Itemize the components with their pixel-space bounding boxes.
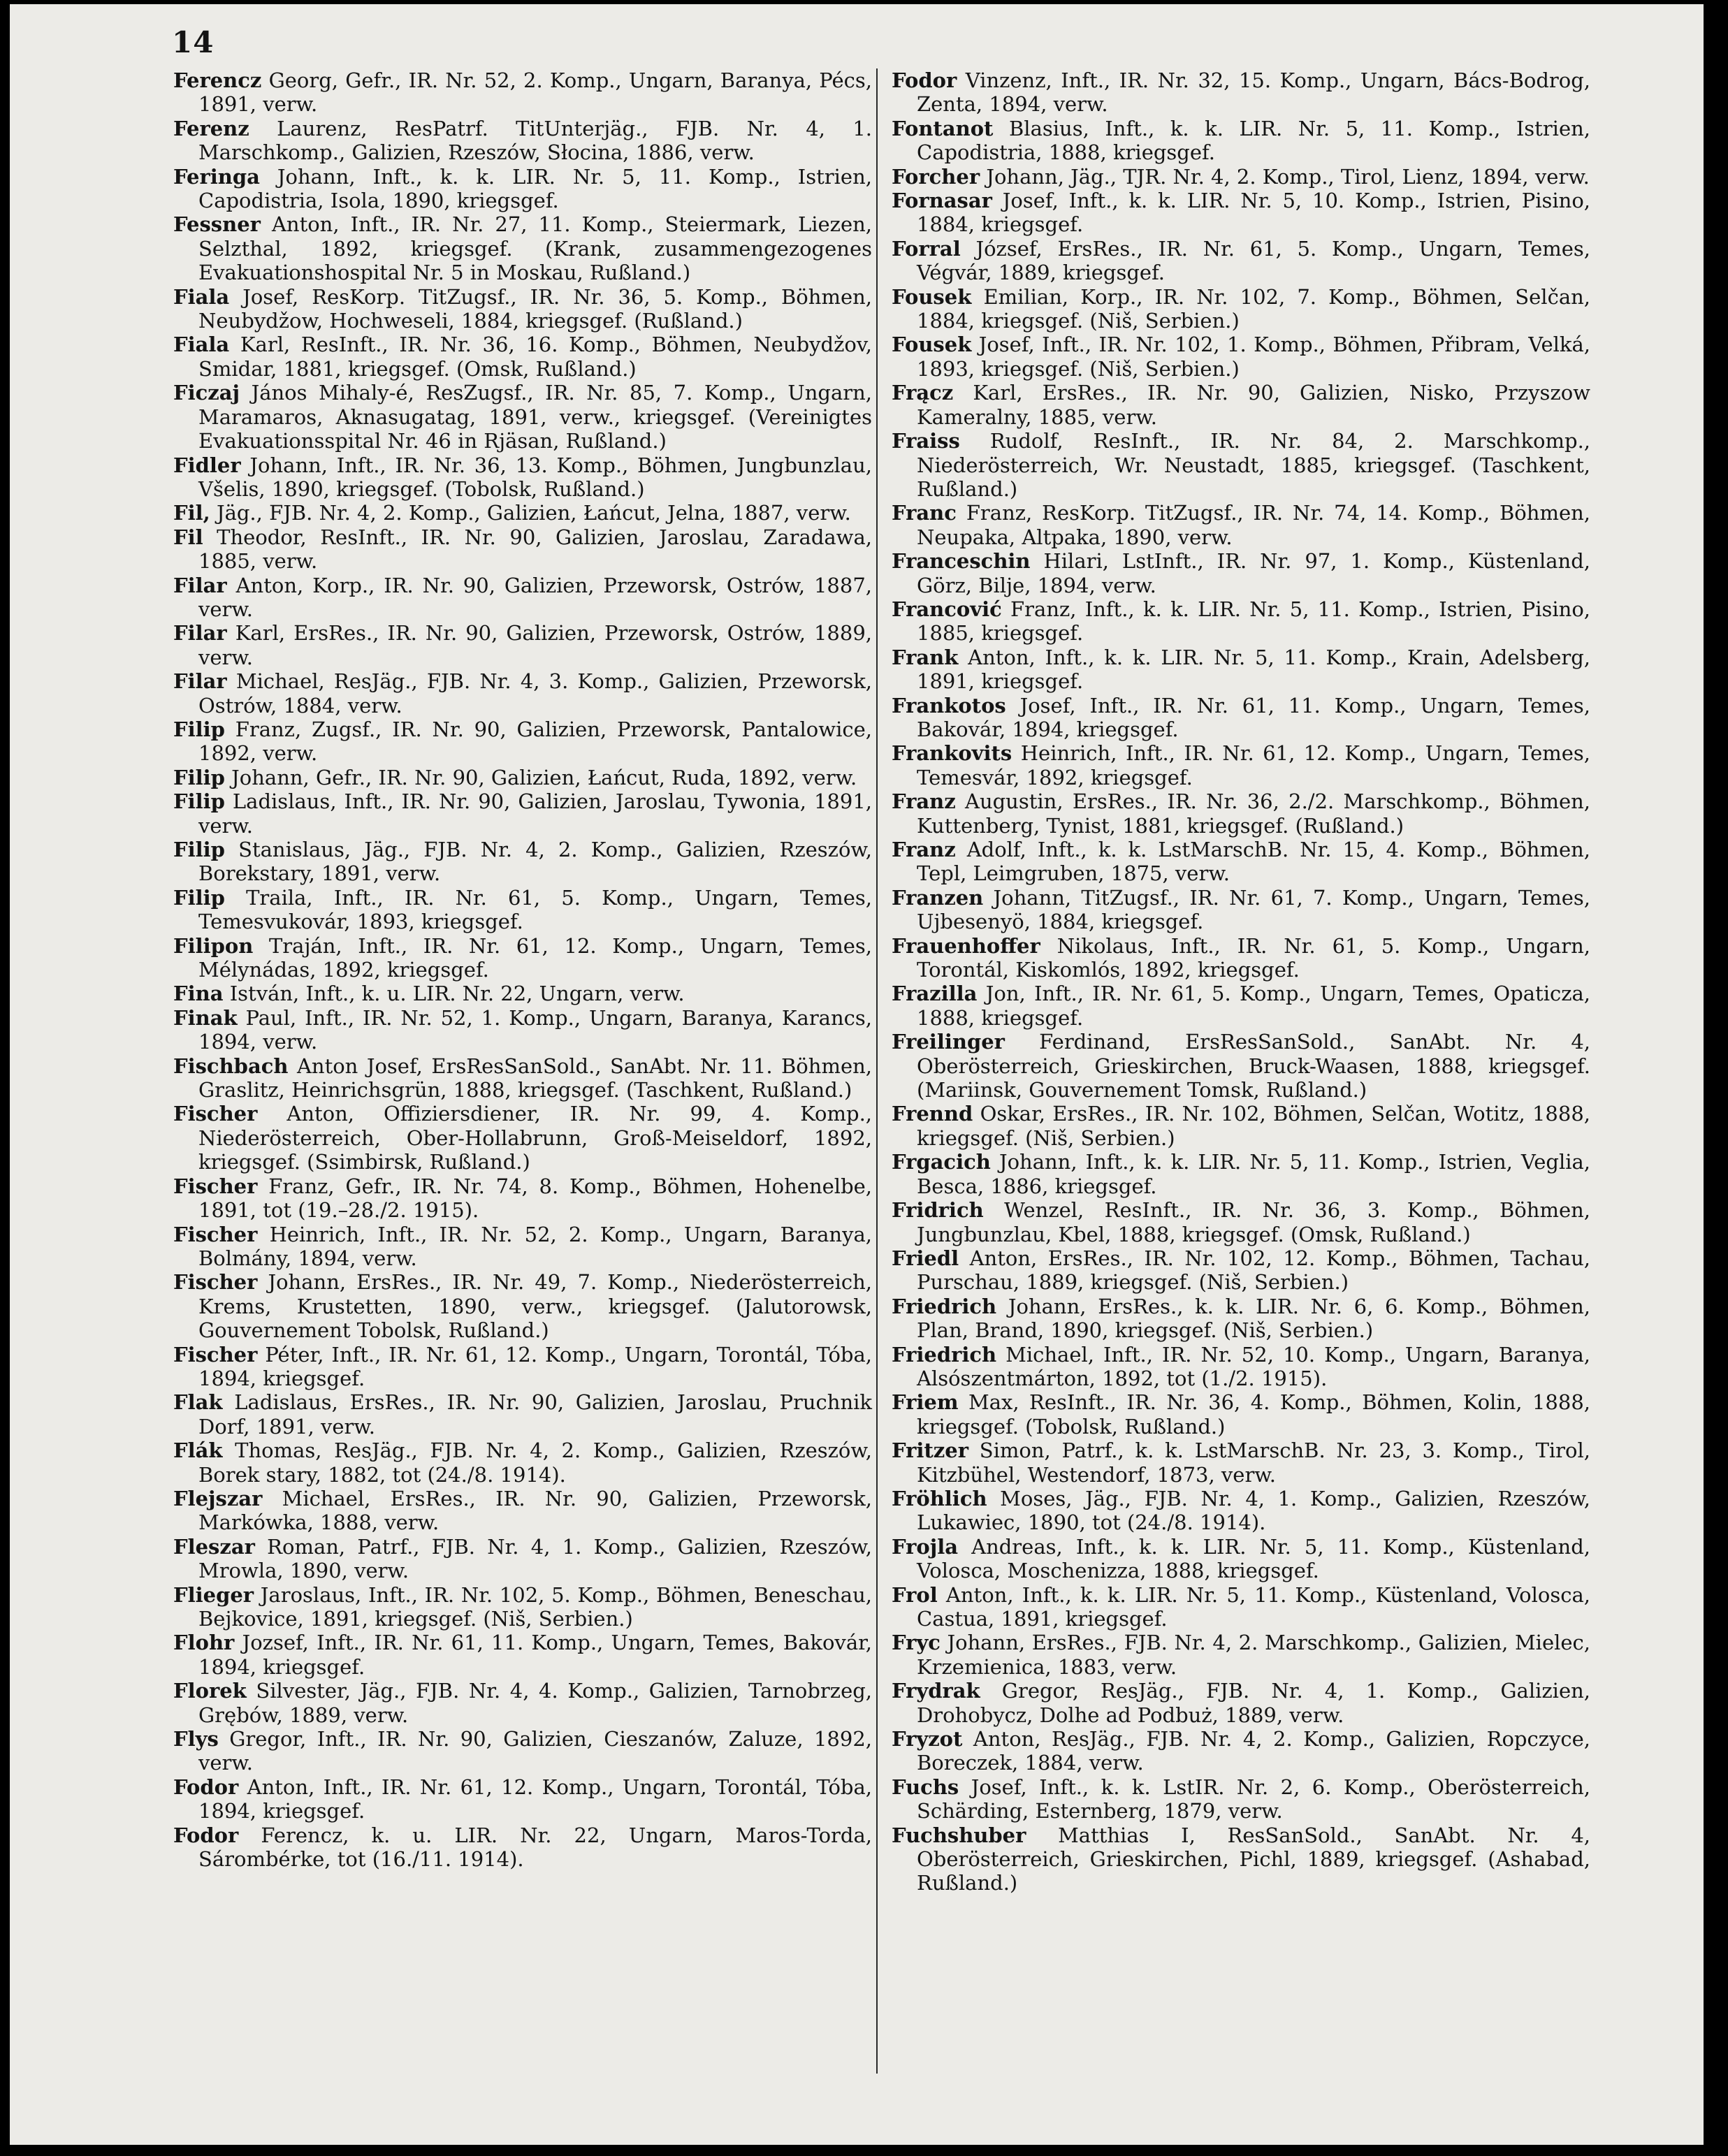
right-column — [892, 68, 1590, 1895]
register-entry — [173, 1679, 872, 1727]
entry-details: Rudolf, ResInft., IR. Nr. 84, 2. Marschkomp., Niederösterreich, Wr. Neustadt, 1885, kriegsgef. (Taschkent, Rußland.) — [917, 429, 1591, 501]
entry-surname: Frydrak — [892, 1679, 980, 1703]
entry-details: Johann, ErsRes., k. k. LIR. Nr. 6, 6. Komp., Böhmen, Plan, Brand, 1890, kriegsgef. (Niš, Serbien.) — [917, 1294, 1590, 1343]
entry-details: István, Inft., k. u. LIR. Nr. 22, Ungarn, verw. — [229, 982, 685, 1006]
entry-surname: Freilinger — [892, 1030, 1005, 1054]
entry-surname: Fiala — [173, 284, 230, 309]
entry-details: Jaroslaus, Inft., IR. Nr. 102, 5. Komp., Böhmen, Beneschau, Bejkovice, 1891, kriegsgef. (Niš, Serbien.) — [198, 1582, 872, 1631]
entry-surname: Fryc — [892, 1631, 941, 1655]
entry-surname: Flys — [173, 1727, 219, 1751]
entry-details: Johann, Jäg., TJR. Nr. 4, 2. Komp., Tirol, Lienz, 1894, verw. — [986, 164, 1590, 189]
entry-surname: Forral — [892, 236, 961, 261]
entry-surname: Fornasar — [892, 189, 992, 213]
register-entry — [892, 646, 1590, 694]
register-entry — [892, 237, 1590, 285]
entry-details: József, ErsRes., IR. Nr. 61, 5. Komp., Ungarn, Temes, Végvár, 1889, kriegsgef. — [917, 236, 1590, 285]
entry-surname: Fischer — [173, 1270, 258, 1295]
entry-surname: Fischbach — [173, 1054, 289, 1078]
register-entry — [173, 1487, 872, 1535]
register-entry — [173, 1006, 872, 1054]
entry-details: Traila, Inft., IR. Nr. 61, 5. Komp., Ungarn, Temes, Temesvukovár, 1893, kriegsgef. — [198, 885, 872, 934]
entry-surname: Fodor — [173, 1775, 239, 1799]
entry-details: Anton, ErsRes., IR. Nr. 102, 12. Komp., Böhmen, Tachau, Purschau, 1889, kriegsgef. (Niš, Serbien.) — [917, 1246, 1590, 1295]
entry-surname: Fraiss — [892, 429, 960, 453]
register-entry — [173, 669, 872, 718]
register-entry — [173, 838, 872, 886]
entry-details: Ferencz, k. u. LIR. Nr. 22, Ungarn, Maros-Torda, Sárombérke, tot (16./11. 1914). — [198, 1823, 872, 1872]
entry-details: Nikolaus, Inft., IR. Nr. 61, 5. Komp., Ungarn, Torontál, Kiskomlós, 1892, kriegsgef. — [917, 933, 1591, 982]
entry-surname: Franz — [892, 838, 956, 861]
entry-details: Josef, Inft., k. k. LstIR. Nr. 2, 6. Komp., Oberösterreich, Schärding, Esternberg, 1879, verw. — [917, 1775, 1590, 1823]
entry-surname: Frankotos — [892, 693, 1006, 718]
entry-details: Anton, Inft., k. k. LIR. Nr. 5, 11. Komp., Küstenland, Volosca, Castua, 1891, kriegsgef. — [917, 1582, 1590, 1631]
entry-surname: Frącz — [892, 381, 954, 405]
register-entry — [892, 1198, 1590, 1246]
register-entry — [173, 574, 872, 622]
entry-details: Josef, ResKorp. TitZugsf., IR. Nr. 36, 5. Komp., Böhmen, Neubydžow, Hochweseli, 1884, kriegsgef. (Rußland.) — [198, 284, 873, 333]
entry-details: Wenzel, ResInft., IR. Nr. 36, 3. Komp., Böhmen, Jungbunzlau, Kbel, 1888, kriegsgef. (Omsk, Rußland.) — [917, 1198, 1591, 1246]
entry-details: Michael, ResJäg., FJB. Nr. 4, 3. Komp., Galizien, Przeworsk, Ostrów, 1884, verw. — [198, 669, 872, 718]
entry-surname: Franc — [892, 501, 957, 525]
entry-details: Theodor, ResInft., IR. Nr. 90, Galizien, Jaroslau, Zaradawa, 1885, verw. — [198, 525, 872, 574]
entry-surname: Forcher — [892, 164, 980, 189]
entry-surname: Fleszar — [173, 1534, 255, 1559]
entry-details: Franz, Zugsf., IR. Nr. 90, Galizien, Przeworsk, Pantalowice, 1892, verw. — [198, 717, 872, 766]
entry-details: Hilari, LstInft., IR. Nr. 97, 1. Komp., Küstenland, Görz, Bilje, 1894, verw. — [917, 549, 1591, 597]
entry-surname: Fritzer — [892, 1438, 968, 1463]
entry-surname: Frank — [892, 645, 959, 669]
register-entry — [892, 1487, 1590, 1535]
entry-details: Heinrich, Inft., IR. Nr. 61, 12. Komp., Ungarn, Temes, Temesvár, 1892, kriegsgef. — [917, 741, 1590, 789]
entry-surname: Franz — [892, 789, 956, 814]
entry-surname: Fil — [173, 525, 203, 549]
entry-surname: Fuchshuber — [892, 1823, 1026, 1847]
register-entry — [892, 1246, 1590, 1295]
register-entry — [892, 1727, 1590, 1775]
register-entry — [173, 333, 872, 381]
register-entry — [173, 212, 872, 284]
entry-surname: Fousek — [892, 284, 972, 309]
entry-details: Franz, Inft., k. k. LIR. Nr. 5, 11. Komp., Istrien, Pisino, 1885, kriegsgef. — [917, 597, 1590, 646]
entry-details: Franz, ResKorp. TitZugsf., IR. Nr. 74, 14. Komp., Böhmen, Neupaka, Altpaka, 1890, verw. — [917, 501, 1590, 549]
entry-details: Gregor, ResJäg., FJB. Nr. 4, 1. Komp., Galizien, Drohobycz, Dolhe ad Podbuż, 1889, verw. — [917, 1679, 1591, 1727]
entry-details: Johann, Inft., k. k. LIR. Nr. 5, 11. Komp., Istrien, Capodistria, Isola, 1890, kriegsgef. — [198, 164, 872, 213]
entry-details: Augustin, ErsRes., IR. Nr. 36, 2./2. Marschkomp., Böhmen, Kuttenberg, Tynist, 1881, kriegsgef. (Rußland.) — [917, 789, 1590, 838]
page-number: 14 — [172, 25, 215, 59]
register-entry — [173, 1174, 872, 1223]
entry-surname: Frol — [892, 1582, 938, 1607]
entry-details: János Mihaly-é, ResZugsf., IR. Nr. 85, 7. Komp., Ungarn, Maramaros, Aknasugatag, 1891, verw., kriegsgef. (Vereinigtes Evakuationsspital Nr. 46 in Rjäsan, Rußland.) — [198, 381, 873, 453]
entry-details: Johann, Gefr., IR. Nr. 90, Galizien, Łańcut, Ruda, 1892, verw. — [231, 765, 857, 789]
entry-details: Johann, TitZugsf., IR. Nr. 61, 7. Komp., Ungarn, Temes, Ujbesenyö, 1884, kriegsgef. — [917, 885, 1591, 934]
entry-details: Péter, Inft., IR. Nr. 61, 12. Komp., Ungarn, Torontál, Tóba, 1894, kriegsgef. — [198, 1342, 872, 1390]
entry-details: Anton, Inft., IR. Nr. 27, 11. Komp., Steiermark, Liezen, Selzthal, 1892, kriegsgef. (Krank, zusammengezogenes Evakuationshospital Nr. 5 in Moskau, Rußland.) — [198, 212, 873, 285]
register-entry — [892, 597, 1590, 646]
register-entry — [173, 453, 872, 502]
register-entry — [892, 694, 1590, 742]
entry-details: Laurenz, ResPatrf. TitUnterjäg., FJB. Nr. 4, 1. Marschkomp., Galizien, Rzeszów, Słocina, 1886, verw. — [198, 116, 873, 165]
entry-surname: Florek — [173, 1679, 247, 1703]
register-entry — [173, 1823, 872, 1872]
register-entry — [892, 1583, 1590, 1631]
register-entry — [892, 1343, 1590, 1391]
register-entry — [892, 1030, 1590, 1102]
entry-surname: Feringa — [173, 164, 260, 189]
register-entry — [173, 1343, 872, 1391]
entry-surname: Filip — [173, 838, 225, 861]
register-entry — [892, 934, 1590, 982]
entry-surname: Flák — [173, 1438, 223, 1463]
register-entry — [892, 1775, 1590, 1823]
entry-surname: Franzen — [892, 885, 984, 910]
register-entry — [173, 934, 872, 982]
entry-surname: Ferencz — [173, 68, 262, 92]
entry-surname: Franceschin — [892, 549, 1031, 574]
register-entry — [892, 1150, 1590, 1198]
register-entry — [892, 381, 1590, 429]
entry-surname: Filar — [173, 573, 227, 597]
entry-details: Anton, Offiziersdiener, IR. Nr. 99, 4. Komp., Niederösterreich, Ober-Hollabrunn, Groß-Meiseldorf, 1892, kriegsgef. (Ssimbirsk, Rußland.) — [198, 1102, 873, 1174]
entry-surname: Flejszar — [173, 1486, 263, 1510]
register-entry — [173, 886, 872, 934]
register-entry — [173, 789, 872, 838]
entry-details: Johann, ErsRes., IR. Nr. 49, 7. Komp., Niederösterreich, Krems, Krustetten, 1890, verw., kriegsgef. (Jalutorowsk, Gouvernement Tobolsk, Rußland.) — [198, 1270, 873, 1343]
entry-surname: Ficzaj — [173, 381, 240, 405]
entry-surname: Friem — [892, 1390, 959, 1415]
entry-details: Adolf, Inft., k. k. LstMarschB. Nr. 15, 4. Komp., Böhmen, Tepl, Leimgruben, 1875, verw. — [917, 838, 1591, 886]
entry-details: Karl, ErsRes., IR. Nr. 90, Galizien, Przeworsk, Ostrów, 1889, verw. — [198, 621, 872, 669]
entry-details: Ferdinand, ErsResSanSold., SanAbt. Nr. 4, Oberösterreich, Grieskirchen, Bruck-Waasen, 1888, kriegsgef. (Mariinsk, Gouvernement Tomsk, Rußland.) — [917, 1030, 1590, 1102]
entry-details: Moses, Jäg., FJB. Nr. 4, 1. Komp., Galizien, Rzeszów, Lukawiec, 1890, tot (24./8. 1914). — [917, 1486, 1591, 1535]
register-entry — [173, 1438, 872, 1487]
register-entry — [173, 1102, 872, 1174]
entry-details: Karl, ResInft., IR. Nr. 36, 16. Komp., Böhmen, Neubydžov, Smidar, 1881, kriegsgef. (Omsk, Rußland.) — [198, 333, 872, 381]
entry-surname: Fryzot — [892, 1727, 963, 1751]
register-entry — [892, 333, 1590, 381]
document-page — [10, 4, 1704, 2145]
register-entry — [892, 741, 1590, 789]
register-entry — [173, 68, 872, 117]
entry-details: Jon, Inft., IR. Nr. 61, 5. Komp., Ungarn, Temes, Opaticza, 1888, kriegsgef. — [917, 982, 1591, 1030]
register-entry — [173, 1727, 872, 1775]
register-entry — [892, 1438, 1590, 1487]
entry-surname: Frgacich — [892, 1150, 991, 1174]
register-entry — [173, 1054, 872, 1102]
register-entry — [173, 501, 872, 525]
entry-details: Roman, Patrf., FJB. Nr. 4, 1. Komp., Galizien, Rzeszów, Mrowla, 1890, verw. — [198, 1534, 872, 1583]
entry-surname: Fischer — [173, 1342, 258, 1367]
entry-surname: Fousek — [892, 333, 972, 357]
register-entry — [892, 789, 1590, 838]
register-entry — [173, 525, 872, 574]
entry-details: Josef, Inft., IR. Nr. 61, 11. Komp., Ungarn, Temes, Bakovár, 1894, kriegsgef. — [917, 693, 1591, 741]
entry-surname: Filar — [173, 621, 227, 646]
entry-surname: Filar — [173, 669, 227, 694]
entry-details: Josef, Inft., k. k. LIR. Nr. 5, 10. Komp., Istrien, Pisino, 1884, kriegsgef. — [917, 189, 1590, 237]
register-entry — [173, 1270, 872, 1342]
entry-surname: Finak — [173, 1005, 238, 1030]
column-divider — [876, 68, 878, 2074]
entry-surname: Fessner — [173, 212, 261, 237]
entry-surname: Fischer — [173, 1222, 258, 1246]
register-entry — [892, 886, 1590, 934]
register-entry — [892, 117, 1590, 165]
entry-details: Paul, Inft., IR. Nr. 52, 1. Komp., Ungarn, Baranya, Karancs, 1894, verw. — [198, 1005, 872, 1054]
register-entry — [892, 68, 1590, 117]
register-entry — [892, 549, 1590, 597]
entry-details: Matthias I, ResSanSold., SanAbt. Nr. 4, Oberösterreich, Grieskirchen, Pichl, 1889, kriegsgef. (Ashabad, Rußland.) — [917, 1823, 1590, 1895]
register-entry — [892, 1390, 1590, 1438]
entry-surname: Frankovits — [892, 741, 1012, 766]
register-entry — [892, 1679, 1590, 1727]
entry-surname: Frazilla — [892, 982, 978, 1006]
entry-details: Ladislaus, ErsRes., IR. Nr. 90, Galizien, Jaroslau, Pruchnik Dorf, 1891, verw. — [198, 1390, 872, 1438]
entry-details: Anton, ResJäg., FJB. Nr. 4, 2. Komp., Galizien, Ropczyce, Boreczek, 1884, verw. — [917, 1727, 1591, 1775]
entry-details: Anton Josef, ErsResSanSold., SanAbt. Nr. 11. Böhmen, Graslitz, Heinrichsgrün, 1888, kriegsgef. (Taschkent, Rußland.) — [198, 1054, 873, 1102]
register-entry — [892, 429, 1590, 501]
entry-details: Thomas, ResJäg., FJB. Nr. 4, 2. Komp., Galizien, Rzeszów, Borek stary, 1882, tot (24./8. 1914). — [198, 1438, 872, 1487]
entry-surname: Frennd — [892, 1102, 973, 1126]
entry-details: Oskar, ErsRes., IR. Nr. 102, Böhmen, Selčan, Wotitz, 1888, kriegsgef. (Niš, Serbien.) — [917, 1102, 1591, 1150]
entry-surname: Friedrich — [892, 1342, 997, 1367]
entry-surname: Flohr — [173, 1631, 235, 1655]
entry-surname: Flieger — [173, 1582, 254, 1607]
entry-details: Andreas, Inft., k. k. LIR. Nr. 5, 11. Komp., Küstenland, Volosca, Moschenizza, 1888, kriegsgef. — [917, 1534, 1590, 1583]
entry-surname: Francović — [892, 597, 1002, 621]
register-entry — [173, 117, 872, 165]
register-entry — [173, 1223, 872, 1271]
entry-surname: Fina — [173, 982, 224, 1006]
entry-details: Franz, Gefr., IR. Nr. 74, 8. Komp., Böhmen, Hohenelbe, 1891, tot (19.–28./2. 1915). — [198, 1174, 873, 1223]
register-entry — [892, 189, 1590, 237]
entry-details: Anton, Inft., IR. Nr. 61, 12. Komp., Ungarn, Torontál, Tóba, 1894, kriegsgef. — [198, 1775, 872, 1823]
entry-surname: Filipon — [173, 933, 254, 958]
entry-details: Johann, ErsRes., FJB. Nr. 4, 2. Marschkomp., Galizien, Mielec, Krzemienica, 1883, verw. — [917, 1631, 1591, 1679]
register-entry — [173, 766, 872, 789]
entry-details: Silvester, Jäg., FJB. Nr. 4, 4. Komp., Galizien, Tarnobrzeg, Grębów, 1889, verw. — [198, 1679, 873, 1727]
entry-surname: Fuchs — [892, 1775, 959, 1799]
entry-details: Johann, Inft., IR. Nr. 36, 13. Komp., Böhmen, Jungbunzlau, Všelis, 1890, kriegsgef. (Tobolsk, Rußland.) — [198, 453, 872, 501]
entry-details: Emilian, Korp., IR. Nr. 102, 7. Komp., Böhmen, Selčan, 1884, kriegsgef. (Niš, Serbien.) — [917, 284, 1591, 333]
entry-surname: Friedl — [892, 1246, 959, 1270]
register-entry — [173, 381, 872, 453]
entry-surname: Fodor — [173, 1823, 239, 1847]
register-entry — [892, 165, 1590, 189]
register-entry — [173, 1535, 872, 1583]
entry-details: Ladislaus, Inft., IR. Nr. 90, Galizien, Jaroslau, Tywonia, 1891, verw. — [198, 789, 872, 838]
register-entry — [173, 1583, 872, 1631]
entry-surname: Fiala — [173, 333, 230, 357]
entry-surname: Frauenhoffer — [892, 933, 1040, 958]
entry-details: Stanislaus, Jäg., FJB. Nr. 4, 2. Komp., Galizien, Rzeszów, Borekstary, 1891, verw. — [198, 838, 872, 886]
register-entry — [892, 1102, 1590, 1150]
register-entry — [173, 982, 872, 1005]
entry-details: Josef, Inft., IR. Nr. 102, 1. Komp., Böhmen, Přibram, Velká, 1893, kriegsgef. (Niš, Serbien.) — [917, 333, 1591, 381]
entry-details: Traján, Inft., IR. Nr. 61, 12. Komp., Ungarn, Temes, Mélynádas, 1892, kriegsgef. — [198, 933, 873, 982]
register-entry — [173, 165, 872, 213]
entry-surname: Fidler — [173, 453, 241, 477]
entry-details: Georg, Gefr., IR. Nr. 52, 2. Komp., Ungarn, Baranya, Pécs, 1891, verw. — [198, 68, 873, 117]
entry-surname: Filip — [173, 789, 225, 814]
register-entry — [892, 982, 1590, 1030]
entry-surname: Fontanot — [892, 116, 994, 140]
register-entry — [173, 621, 872, 669]
register-entry — [173, 1390, 872, 1438]
entry-details: Max, ResInft., IR. Nr. 36, 4. Komp., Böhmen, Kolin, 1888, kriegsgef. (Tobolsk, Rußland.) — [917, 1390, 1591, 1438]
entry-details: Gregor, Inft., IR. Nr. 90, Galizien, Cieszanów, Zaluze, 1892, verw. — [198, 1727, 873, 1775]
entry-surname: Filip — [173, 885, 225, 910]
entry-details: Heinrich, Inft., IR. Nr. 52, 2. Komp., Ungarn, Baranya, Bolmány, 1894, verw. — [198, 1222, 872, 1270]
entry-details: Michael, Inft., IR. Nr. 52, 10. Komp., Ungarn, Baranya, Alsószentmárton, 1892, tot (1./2. 1915). — [917, 1342, 1591, 1390]
entry-surname: Frojla — [892, 1534, 959, 1559]
entry-details: Anton, Korp., IR. Nr. 90, Galizien, Przeworsk, Ostrów, 1887, verw. — [198, 573, 873, 621]
register-entry — [173, 1631, 872, 1679]
entry-surname: Friedrich — [892, 1294, 997, 1318]
entry-details: Johann, Inft., k. k. LIR. Nr. 5, 11. Komp., Istrien, Veglia, Besca, 1886, kriegsgef. — [917, 1150, 1590, 1198]
register-entry — [173, 285, 872, 333]
entry-details: Jäg., FJB. Nr. 4, 2. Komp., Galizien, Łańcut, Jelna, 1887, verw. — [216, 501, 851, 525]
entry-details: Simon, Patrf., k. k. LstMarschB. Nr. 23, 3. Komp., Tirol, Kitzbühel, Westendorf, 1873, verw. — [917, 1438, 1591, 1487]
entry-surname: Fischer — [173, 1102, 258, 1126]
register-entry — [892, 1535, 1590, 1583]
entry-details: Blasius, Inft., k. k. LIR. Nr. 5, 11. Komp., Istrien, Capodistria, 1888, kriegsgef. — [917, 116, 1591, 165]
entry-surname: Fridrich — [892, 1198, 984, 1223]
register-entry — [892, 285, 1590, 333]
entry-surname: Filip — [173, 717, 225, 741]
entry-surname: Fröhlich — [892, 1486, 987, 1510]
entry-surname: Fil, — [173, 501, 210, 525]
entry-surname: Filip — [173, 765, 225, 789]
register-entry — [173, 1775, 872, 1823]
register-entry — [173, 718, 872, 766]
entry-details: Karl, ErsRes., IR. Nr. 90, Galizien, Nisko, Przyszow Kameralny, 1885, verw. — [917, 381, 1591, 429]
register-entry — [892, 501, 1590, 549]
entry-details: Jozsef, Inft., IR. Nr. 61, 11. Komp., Ungarn, Temes, Bakovár, 1894, kriegsgef. — [198, 1631, 872, 1679]
register-entry — [892, 838, 1590, 886]
entry-surname: Flak — [173, 1390, 223, 1415]
entry-details: Michael, ErsRes., IR. Nr. 90, Galizien, Przeworsk, Markówka, 1888, verw. — [198, 1486, 873, 1535]
left-column — [173, 68, 872, 1871]
register-entry — [892, 1295, 1590, 1343]
register-entry — [892, 1631, 1590, 1679]
entry-details: Vinzenz, Inft., IR. Nr. 32, 15. Komp., Ungarn, Bács-Bodrog, Zenta, 1894, verw. — [917, 68, 1591, 117]
entry-details: Anton, Inft., k. k. LIR. Nr. 5, 11. Komp., Krain, Adelsberg, 1891, kriegsgef. — [917, 645, 1590, 694]
entry-surname: Fodor — [892, 68, 957, 92]
entry-surname: Ferenz — [173, 116, 249, 140]
register-entry — [892, 1823, 1590, 1895]
entry-surname: Fischer — [173, 1174, 258, 1198]
